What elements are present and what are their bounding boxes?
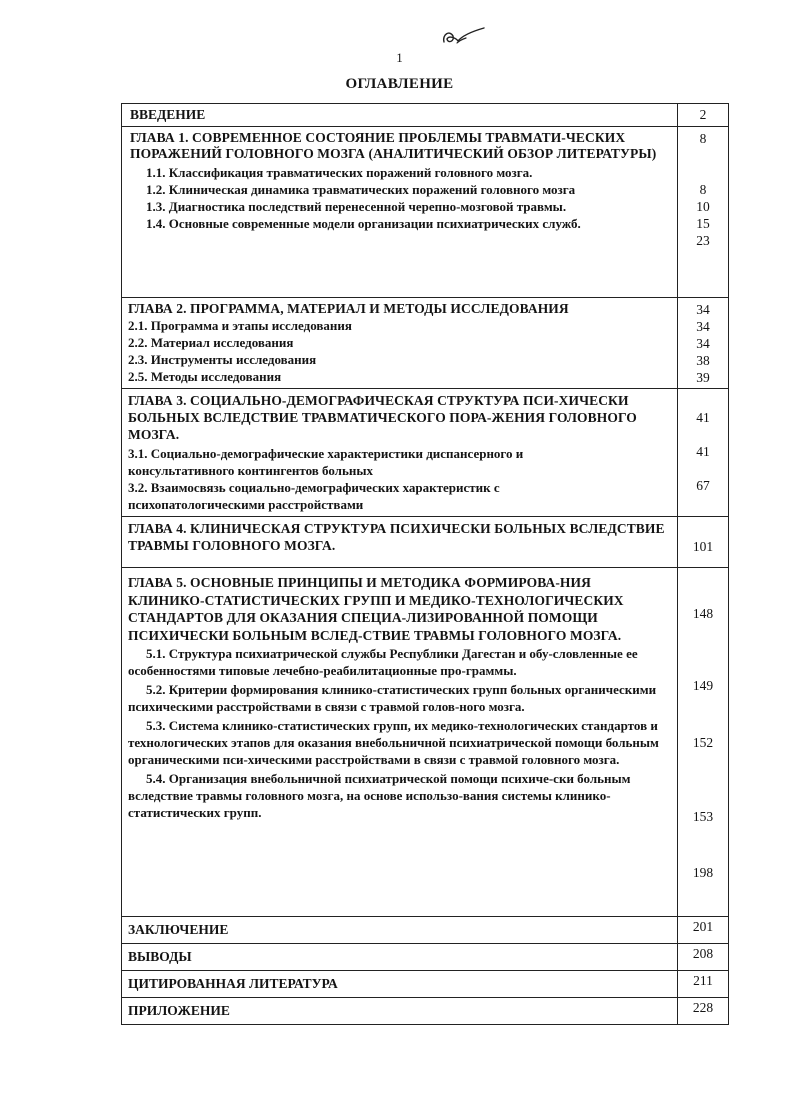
- section-page: 39: [696, 370, 710, 385]
- toc-entry-page: 201: [692, 919, 714, 934]
- toc-entry-label: ВЫВОДЫ: [128, 949, 192, 964]
- chapter3-page: 41: [696, 410, 710, 425]
- page-number: 1: [396, 50, 403, 65]
- chapter2-page: 34: [696, 302, 710, 317]
- chapter5-page: 148: [692, 606, 714, 621]
- chapter1-title: ГЛАВА 1. СОВРЕМЕННОЕ СОСТОЯНИЕ ПРОБЛЕМЫ ТРАВМАТИ-ЧЕСКИХ ПОРАЖЕНИЙ ГОЛОВНОГО МОЗГА (АНАЛИТИЧЕСКИЙ ОБЗОР ЛИТЕРАТУРЫ): [130, 130, 657, 161]
- toc-row-chapter4: [122, 517, 729, 568]
- toc-row-references: [122, 971, 729, 998]
- chapter3-section: 3.2. Взаимосвязь социально-демографических характеристик с психопатологическими расстройствами: [128, 480, 500, 512]
- chapter5-section: 5.2. Критерии формирования клинико-статистических групп больных органическими психическими расстройствами в связи с травмой голов-ного мозга.: [128, 682, 657, 714]
- chapter2-title: ГЛАВА 2. ПРОГРАММА, МАТЕРИАЛ И МЕТОДЫ ИССЛЕДОВАНИЯ: [128, 301, 569, 316]
- chapter1-page: 8: [699, 131, 707, 146]
- section-page: 23: [696, 233, 710, 248]
- chapter2-section: 2.2. Материал исследования: [128, 335, 294, 350]
- toc-entry-page: 228: [692, 1000, 714, 1015]
- chapter2-section: 2.1. Программа и этапы исследования: [128, 318, 352, 333]
- chapter1-section: 1.4. Основные современные модели организации психиатрических служб.: [146, 216, 581, 231]
- table-of-contents: [121, 103, 729, 1025]
- toc-entry-label: ПРИЛОЖЕНИЕ: [128, 1003, 230, 1018]
- toc-row-findings: [122, 944, 729, 971]
- chapter5-section: 5.1. Структура психиатрической службы Республики Дагестан и обу-словленные ее особенностями типовые лечебно-реабилитационные про-граммы.: [128, 646, 638, 678]
- toc-row-conclusion: [122, 917, 729, 944]
- section-page: 34: [696, 336, 710, 351]
- section-page: 10: [696, 199, 710, 214]
- chapter2-section: 2.3. Инструменты исследования: [128, 352, 317, 367]
- toc-entry-label: ЦИТИРОВАННАЯ ЛИТЕРАТУРА: [128, 976, 338, 991]
- chapter3-section: 3.1. Социально-демографические характеристики диспансерного и консультативного контингентов больных: [128, 446, 524, 478]
- toc-entry-page: 2: [699, 107, 707, 122]
- toc-row-chapter3: [122, 389, 729, 517]
- section-page: 152: [692, 735, 714, 750]
- chapter5-title: ГЛАВА 5. ОСНОВНЫЕ ПРИНЦИПЫ И МЕТОДИКА ФОРМИРОВА-НИЯ КЛИНИКО-СТАТИСТИЧЕСКИХ ГРУПП И МЕДИКО-ТЕХНОЛОГИЧЕСКИХ СТАНДАРТОВ ДЛЯ ОКАЗАНИЯ СПЕЦИА-ЛИЗИРОВАННОЙ ПОМОЩИ ПСИХИЧЕСКИ БОЛЬНЫМ ВСЛЕД-СТВИЕ ТРАВМЫ ГОЛОВНОГО МОЗГА.: [128, 575, 624, 643]
- toc-row-chapter2: [122, 298, 729, 389]
- section-page: 8: [699, 182, 707, 197]
- chapter4-title: ГЛАВА 4. КЛИНИЧЕСКАЯ СТРУКТУРА ПСИХИЧЕСКИ БОЛЬНЫХ ВСЛЕДСТВИЕ ТРАВМЫ ГОЛОВНОГО МОЗГА.: [128, 521, 665, 553]
- section-page: 41: [696, 444, 710, 459]
- chapter2-section: 2.5. Методы исследования: [128, 369, 282, 384]
- toc-row-intro: [122, 104, 729, 127]
- chapter3-title: ГЛАВА 3. СОЦИАЛЬНО-ДЕМОГРАФИЧЕСКАЯ СТРУКТУРА ПСИ-ХИЧЕСКИ БОЛЬНЫХ ВСЛЕДСТВИЕ ТРАВМАТИЧЕСКОГО ПОРА-ЖЕНИЯ ГОЛОВНОГО МОЗГА.: [128, 393, 637, 442]
- chapter1-section: 1.2. Клиническая динамика травматических поражений головного мозга: [146, 182, 576, 197]
- chapter4-page: 101: [692, 539, 714, 554]
- chapter1-section: 1.3. Диагностика последствий перенесенной черепно-мозговой травмы.: [146, 199, 567, 214]
- section-page: 15: [696, 216, 710, 231]
- page-title: ОГЛАВЛЕНИЕ: [345, 76, 454, 92]
- toc-row-chapter5: [122, 568, 729, 917]
- toc-row-chapter1: [122, 127, 729, 298]
- chapter5-section: 5.3. Система клинико-статистических групп, их медико-технологических стандартов и технологических этапов для оказания внебольничной психиатрической помощи больным органическими пси-хическими расстройствами в связи с травмой головного мозга.: [128, 718, 659, 767]
- toc-row-appendix: [122, 998, 729, 1025]
- section-page: 198: [692, 865, 714, 880]
- toc-entry-page: 211: [693, 973, 713, 988]
- toc-entry-label: ВВЕДЕНИЕ: [130, 107, 206, 122]
- section-page: 67: [696, 478, 710, 493]
- toc-entry-page: 208: [692, 946, 714, 961]
- section-page: 153: [692, 809, 714, 824]
- section-page: 38: [696, 353, 710, 368]
- signature-mark: [440, 26, 486, 48]
- chapter5-section: 5.4. Организация внебольничной психиатрической помощи психиче-ски больным вследствие травмы головного мозга, на основе использо-вания системы клинико-статистических групп.: [128, 771, 631, 820]
- toc-entry-label: ЗАКЛЮЧЕНИЕ: [128, 922, 229, 937]
- chapter1-section: 1.1. Классификация травматических поражений головного мозга.: [146, 165, 533, 180]
- section-page: 34: [696, 319, 710, 334]
- section-page: 149: [692, 678, 714, 693]
